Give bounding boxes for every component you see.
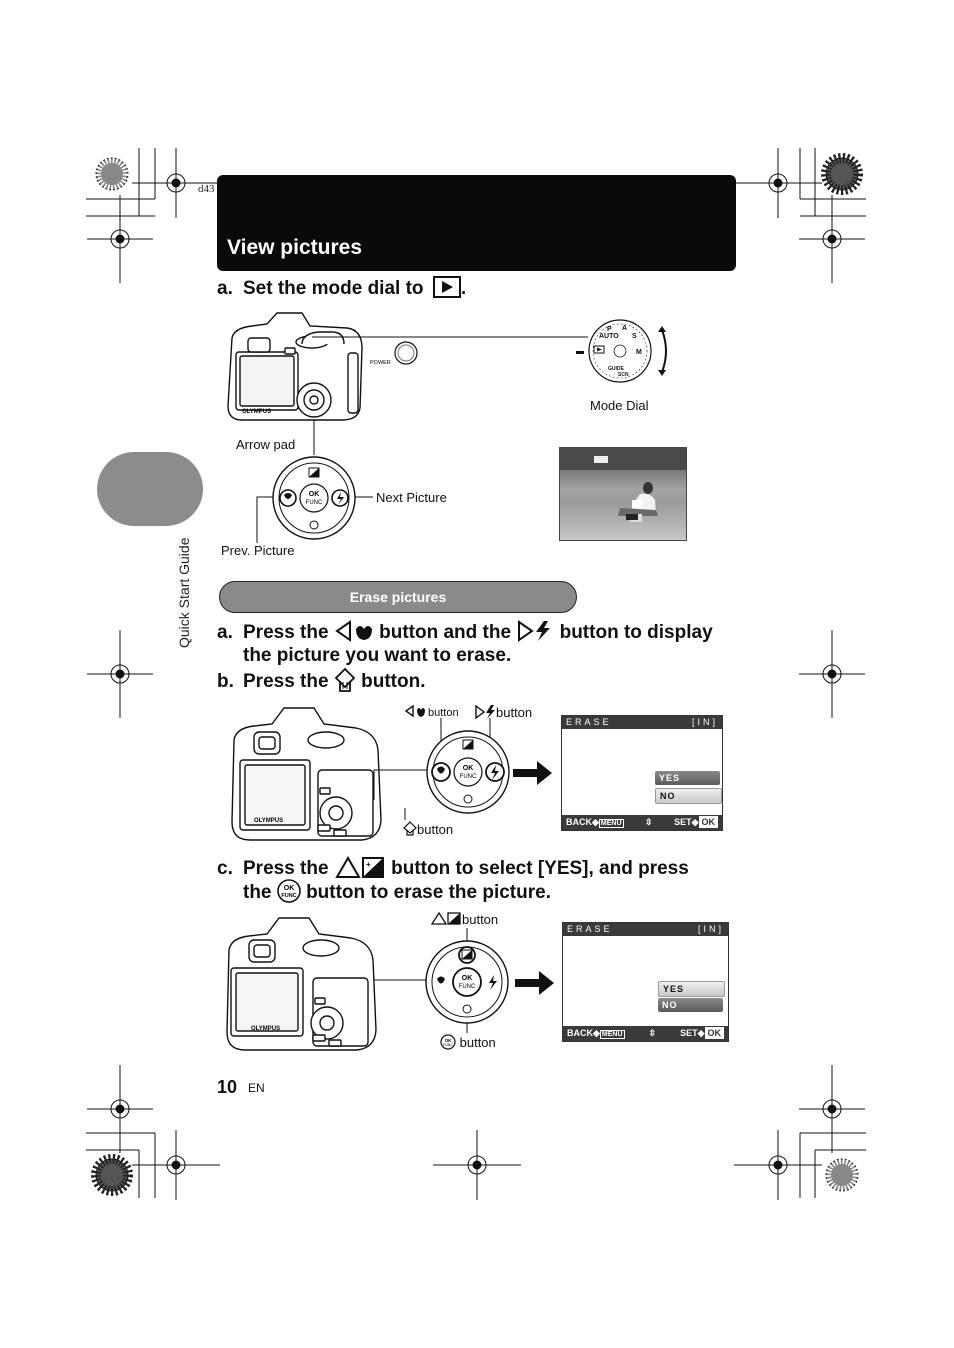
svg-text:OLYMPUS: OLYMPUS: [254, 818, 284, 824]
up-exposure-small-icon: [430, 911, 462, 926]
erase-button-caption: button: [403, 821, 453, 837]
dial-mode-a: A: [622, 325, 628, 332]
svg-text:FUNC: FUNC: [458, 984, 476, 990]
lcd-memory: [IN]: [697, 924, 724, 934]
dial-mode-auto: AUTO: [599, 333, 619, 340]
brand-label: OLYMPUS: [242, 409, 272, 415]
dial-mode-guide: GUIDE: [608, 366, 624, 372]
step-set-mode-dial: a. Set the mode dial to .: [217, 278, 467, 299]
lcd-updown-icon: ⇳: [645, 817, 653, 827]
arrow-pad-3: [424, 939, 510, 1025]
arrow-pad-label: Arrow pad: [236, 437, 296, 452]
lcd-option-yes[interactable]: YES: [658, 981, 725, 997]
svg-text:FUNC: FUNC: [459, 774, 477, 780]
svg-text:FUNC: FUNC: [281, 893, 297, 899]
power-label: POWER: [370, 360, 391, 366]
lcd-title: ERASE: [567, 924, 613, 934]
page-number: 10: [217, 1077, 238, 1097]
lcd-title: ERASE: [566, 717, 612, 727]
svg-text:OK: OK: [462, 765, 474, 772]
ok-func-small-icon: [440, 1034, 456, 1050]
ok-button-caption: OK FUNC button: [440, 1034, 496, 1050]
file-slug: d43: [198, 183, 215, 195]
dial-mode-m: M: [636, 349, 642, 356]
svg-text:OK: OK: [444, 1038, 452, 1043]
next-picture-label: Next Picture: [376, 490, 447, 505]
mode-dial-label: Mode Dial: [590, 398, 649, 413]
lcd-option-no[interactable]: NO: [658, 998, 723, 1012]
step-erase-c: c. Press the + button to select [YES], and press: [217, 855, 689, 881]
dial-mode-scn: SCN: [618, 372, 629, 378]
step-erase-c-line2: the OK FUNC button to erase the picture.: [243, 879, 551, 905]
lcd-back-hint: BACK◆ MENU: [566, 817, 622, 827]
lcd-memory: [IN]: [691, 717, 718, 727]
page-title: View pictures: [227, 236, 363, 259]
lcd-option-no[interactable]: NO: [655, 788, 722, 804]
arrow-right-icon-2: [515, 970, 555, 996]
svg-text:OK: OK: [308, 491, 320, 498]
prev-picture-label: Prev. Picture: [221, 543, 295, 558]
lcd-set-hint: SET◆ OK: [680, 1026, 724, 1041]
side-tab-label: Quick Start Guide: [176, 537, 192, 648]
lcd-option-yes[interactable]: YES: [655, 771, 720, 785]
svg-text:OK: OK: [461, 975, 473, 982]
svg-text:OLYMPUS: OLYMPUS: [251, 1026, 281, 1032]
right-button-caption: button: [474, 704, 532, 720]
step-erase-a-line2: the picture you want to erase.: [243, 645, 512, 666]
language-code: EN: [248, 1081, 265, 1095]
svg-text:FUNC: FUNC: [305, 500, 323, 506]
svg-text:FUNC: FUNC: [443, 1043, 453, 1047]
up-button-caption: button: [430, 911, 498, 927]
left-button-caption: button: [404, 704, 459, 719]
lcd-back-hint: BACK◆ MENU: [567, 1028, 623, 1038]
dial-mode-p: P: [607, 326, 612, 333]
svg-text:OK: OK: [283, 885, 295, 892]
dial-mode-s: S: [632, 333, 637, 340]
lcd-updown-icon: ⇳: [648, 1028, 657, 1038]
step-erase-a: a. Press the button and the button to display: [217, 622, 713, 643]
erase-lcd-screen-2: [562, 922, 729, 1042]
lcd-set-hint: SET◆ OK: [674, 815, 718, 830]
svg-text:+: +: [365, 860, 371, 869]
step-erase-b: b. Press the button.: [217, 668, 425, 694]
erase-pictures-heading: Erase pictures: [219, 581, 577, 613]
